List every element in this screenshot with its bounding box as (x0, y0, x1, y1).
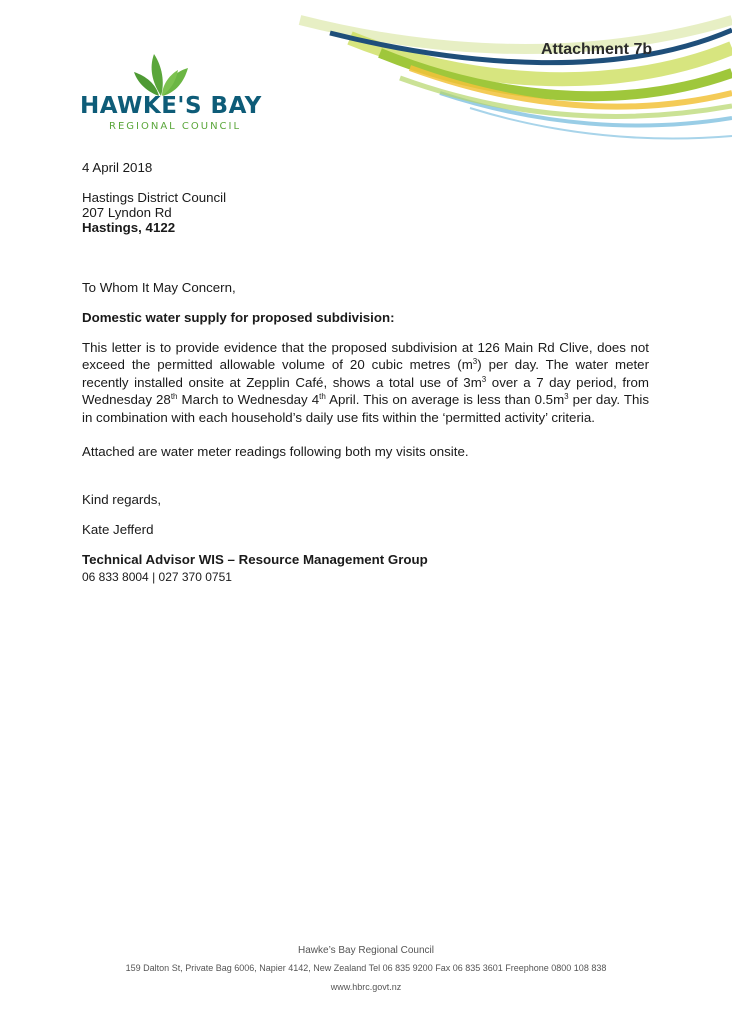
signer-title: Technical Advisor WIS – Resource Management Group (82, 552, 428, 567)
logo-name: HAWKE'S BAY (80, 93, 262, 119)
attachment-label: Attachment 7b (541, 41, 653, 58)
recipient-org: Hastings District Council (82, 190, 227, 205)
subject-line: Domestic water supply for proposed subdivision: (82, 310, 395, 325)
footer-website: www.hbrc.govt.nz (330, 982, 402, 992)
footer-address: 159 Dalton St, Private Bag 6006, Napier 4142, New Zealand Tel 06 835 9200 Fax 06 835 3601 Freephone 0800 108 838 (125, 963, 607, 973)
leaf-icon (132, 52, 190, 98)
salutation: To Whom It May Concern, (82, 280, 236, 295)
header-swoosh-graphic (290, 8, 732, 158)
attachment-note: Attached are water meter readings following both my visits onsite. (82, 444, 469, 459)
hbrc-logo (80, 52, 270, 138)
body-paragraph: This letter is to provide evidence that the proposed subdivision at 126 Main Rd Clive, does not exceed the permitted allowable volume of 20 cubic metres $(m^3)$ per day. The water meter recently installed onsite at Zepplin Café, shows a total use of $3m^3$ over a 7 day period, from Wednesday 28th March to Wednesday 4th April. This on average is less than $0.5m^3$ per day. This in combination with each household’s daily use fits within the ‘permitted activity’ criteria. (82, 340, 650, 425)
recipient-street: 207 Lyndon Rd (82, 205, 172, 220)
footer-org: Hawke’s Bay Regional Council (298, 945, 434, 956)
recipient-city: Hastings, 4122 (82, 220, 176, 235)
letter-date: 4 April 2018 (82, 160, 153, 175)
signer-name: Kate Jefferd (82, 522, 154, 537)
logo-subtitle: REGIONAL COUNCIL (109, 121, 242, 132)
closing: Kind regards, (82, 492, 162, 507)
signer-phone: 06 833 8004 | 027 370 0751 (82, 570, 232, 584)
